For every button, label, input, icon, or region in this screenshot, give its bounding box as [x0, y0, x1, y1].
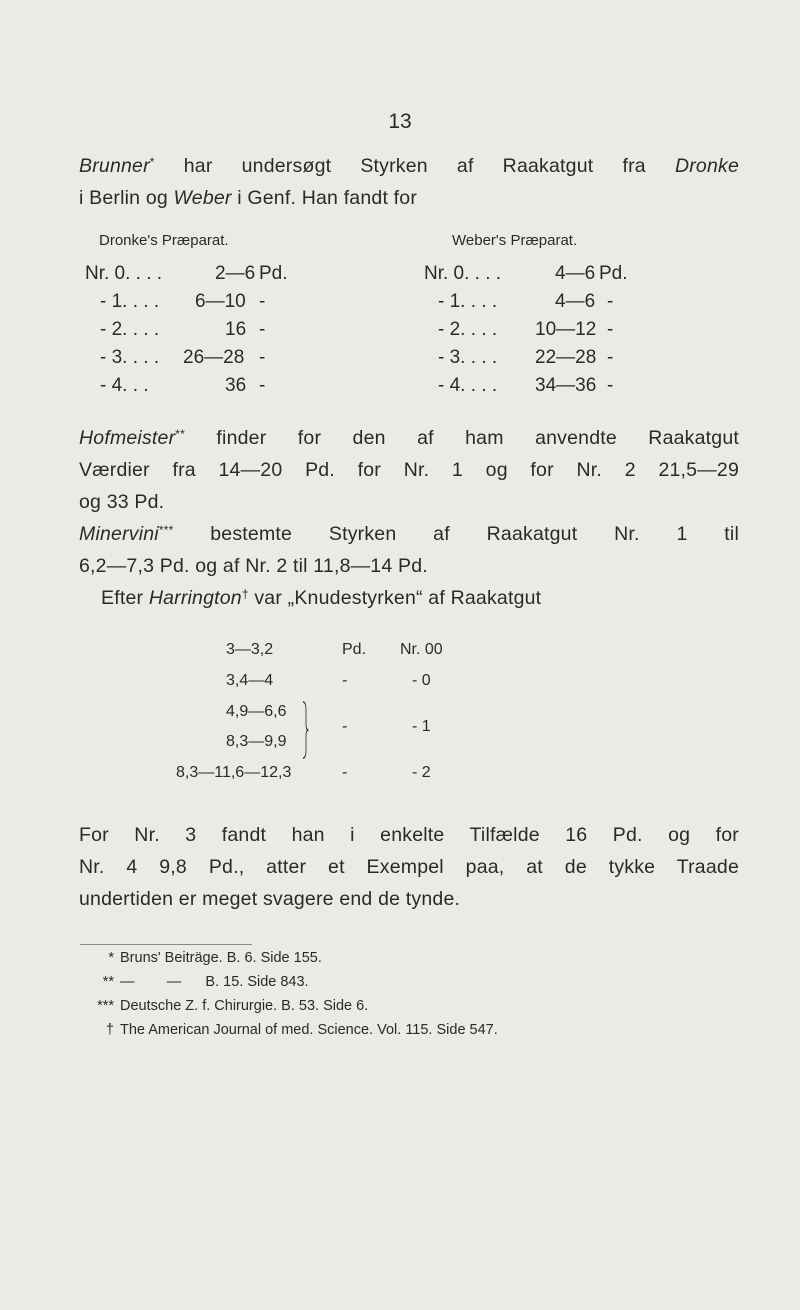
intro-text: i Berlin og [79, 187, 174, 209]
footnote: *** Deutsche Z. f. Chirurgie. B. 53. Side 6. [97, 998, 369, 1014]
paragraph-text: 6,2—7,3 Pd. og af Nr. 2 til 11,8—14 Pd. [79, 555, 428, 577]
footnote-mark: † [241, 587, 249, 601]
table-row: - 2. . . . 16 - [100, 319, 266, 340]
footnote: * Bruns' Beiträge. B. 6. Side 155. [108, 950, 322, 966]
brace-icon [302, 700, 310, 760]
intro-text: har undersøgt Styrken af Raakatgut fra [154, 155, 675, 177]
table-row: - 4. . . . 34—36 - [438, 375, 614, 396]
table-row: 8,3—11,6—12,3 [176, 764, 292, 781]
footnote-mark: ** [175, 427, 186, 441]
table-row: 4,9—6,6 [226, 703, 287, 720]
table-row: - 0 [412, 672, 431, 689]
table-row: - 2. . . . 10—12 - [438, 319, 614, 340]
paragraph-text: Nr. 4 9,8 Pd., atter et Exempel paa, at de tykke Traade [79, 856, 739, 878]
intro-paragraph [79, 150, 739, 214]
paragraph-text: finder for den af ham anvendte Raakatgut [185, 427, 739, 449]
paragraph-text: Efter [101, 587, 149, 609]
harrington-paragraph [101, 582, 741, 614]
table-row: 3—3,2 [226, 641, 274, 658]
paragraph-text: og 33 Pd. [79, 491, 165, 513]
author-harrington: Harrington [148, 587, 242, 609]
table-row: 8,3—9,9 [226, 733, 287, 750]
weber-heading: Weber's Præparat. [452, 232, 578, 249]
minervini-paragraph [79, 518, 739, 582]
intro-text: i Genf. Han fandt for [231, 187, 418, 209]
author-brunner: Brunner [79, 155, 150, 177]
hofmeister-paragraph [79, 422, 739, 518]
table-row: - 1. . . . 6—10 - [100, 291, 266, 312]
paragraph-text: bestemte Styrken af Raakatgut Nr. 1 til [173, 523, 739, 545]
footnote-mark: *** [158, 523, 174, 537]
paragraph-text: Værdier fra 14—20 Pd. for Nr. 1 og for Nr. 2 21,5—29 [79, 459, 739, 481]
table-row: - 3. . . . 26—28 - [100, 347, 266, 368]
table-row: - 3. . . . 22—28 - [438, 347, 614, 368]
table-row: - 2 [412, 764, 431, 781]
dronke-heading: Dronke's Præparat. [99, 232, 229, 249]
dronke-table [85, 232, 357, 403]
page-number: 13 [388, 110, 412, 133]
table-row: Pd. [342, 641, 367, 658]
table-row: - [342, 672, 348, 689]
paragraph-text: undertiden er meget svagere end de tynde. [79, 888, 461, 910]
table-row: - 1 [412, 718, 431, 735]
table-row: - [342, 718, 348, 735]
table-row: - 4. . . 36 - [100, 375, 266, 396]
table-row: Nr. 00 [400, 641, 443, 658]
table-row: Nr. 0. . . . 4—6 Pd. [424, 263, 628, 284]
table-row: - 1. . . . 4—6 - [438, 291, 614, 312]
table-row: 3,4—4 [226, 672, 274, 689]
footnote: ** — — B. 15. Side 843. [102, 974, 309, 990]
author-dronke: Dronke [674, 155, 739, 177]
weber-table [424, 232, 724, 403]
footnote-mark: * [149, 155, 155, 169]
brace-icon [302, 700, 310, 760]
footnote-divider [80, 944, 252, 945]
footnote: † The American Journal of med. Science. Vol. 115. Side 547. [105, 1022, 498, 1038]
table-row: - [342, 764, 348, 781]
author-minervini: Minervini [79, 523, 159, 545]
closing-paragraph [79, 819, 739, 915]
table-row: Nr. 0. . . . 2—6 Pd. [85, 263, 288, 284]
paragraph-text: var „Knudestyrken“ af Raakatgut [248, 587, 542, 609]
author-weber: Weber [173, 187, 232, 209]
paragraph-text: For Nr. 3 fandt han i enkelte Tilfælde 16 Pd. og for [79, 824, 739, 846]
author-hofmeister: Hofmeister [79, 427, 176, 449]
